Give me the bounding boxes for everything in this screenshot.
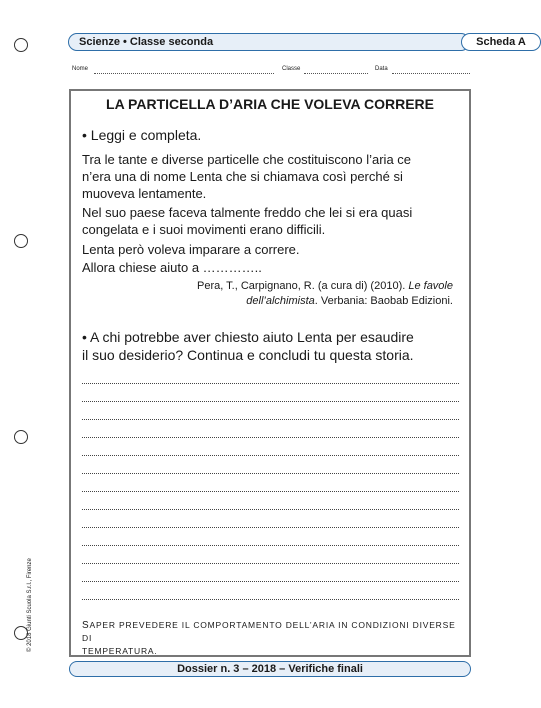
binder-hole-bottom xyxy=(14,626,28,640)
answer-line[interactable] xyxy=(82,401,459,402)
citation-publisher: . Verbania: Baobab Edizioni. xyxy=(314,295,453,307)
citation xyxy=(197,279,453,309)
binder-hole-middle xyxy=(14,234,28,248)
text-line: n’era una di nome Lenta che si chiamava così perché si xyxy=(82,169,403,184)
name-field[interactable] xyxy=(94,73,274,74)
sheet-badge: Scheda A xyxy=(461,33,541,51)
learning-objective xyxy=(82,619,462,658)
text-line: congelata e i suoi movimenti erano difficili. xyxy=(82,222,326,237)
objective-initial: S xyxy=(82,620,90,631)
answer-line[interactable] xyxy=(82,563,459,564)
date-label: Data xyxy=(375,66,388,72)
instruction-continue-line1: • A chi potrebbe aver chiesto aiuto Lenta per esaudire xyxy=(82,329,414,345)
instruction-continue-line2: il suo desiderio? Continua e concludi tu questa storia. xyxy=(82,347,414,363)
answer-line[interactable] xyxy=(82,599,459,600)
answer-line[interactable] xyxy=(82,509,459,510)
student-fields xyxy=(72,66,470,78)
citation-book-title-part2: dell’alchimista xyxy=(246,295,315,307)
exercise-card xyxy=(69,89,471,657)
copyright-notice: © 2018 Giunti Scuola S.r.l., Firenze xyxy=(27,558,33,652)
citation-authors: Pera, T., Carpignano, R. (a cura di) (2010). xyxy=(197,280,409,292)
date-field[interactable] xyxy=(392,73,470,74)
answer-line[interactable] xyxy=(82,545,459,546)
text-line: Lenta però voleva imparare a correre. xyxy=(82,242,300,257)
objective-text-line1: APER PREVEDERE IL COMPORTAMENTO DELL’ARIA IN CONDIZIONI DIVERSE DI xyxy=(82,620,456,643)
text-line: Nel suo paese faceva talmente freddo che lei si era quasi xyxy=(82,205,413,220)
subject-label: Scienze • Classe seconda xyxy=(79,36,214,48)
answer-line[interactable] xyxy=(82,491,459,492)
text-line-completion: Allora chiese aiuto a ………….. xyxy=(82,260,262,275)
answer-line[interactable] xyxy=(82,419,459,420)
citation-book-title-part1: Le favole xyxy=(408,280,453,292)
header-bar xyxy=(68,33,526,51)
answer-line[interactable] xyxy=(82,581,459,582)
answer-line[interactable] xyxy=(82,383,459,384)
name-label: Nome xyxy=(72,66,89,72)
binder-hole-lower xyxy=(14,430,28,444)
text-line: Tra le tante e diverse particelle che costituiscono l’aria ce xyxy=(82,152,412,167)
objective-text-line2: TEMPERATURA. xyxy=(82,646,158,656)
binder-hole-top xyxy=(14,38,28,52)
class-field[interactable] xyxy=(304,73,368,74)
exercise-title: LA PARTICELLA D’ARIA CHE VOLEVA CORRERE xyxy=(106,96,434,112)
answer-line[interactable] xyxy=(82,455,459,456)
footer-bar: Dossier n. 3 – 2018 – Verifiche finali xyxy=(69,661,471,677)
instruction-read: • Leggi e completa. xyxy=(82,127,202,143)
class-label: Classe xyxy=(282,66,301,72)
answer-line[interactable] xyxy=(82,527,459,528)
answer-line[interactable] xyxy=(82,473,459,474)
text-line: muoveva lentamente. xyxy=(82,186,207,201)
answer-line[interactable] xyxy=(82,437,459,438)
